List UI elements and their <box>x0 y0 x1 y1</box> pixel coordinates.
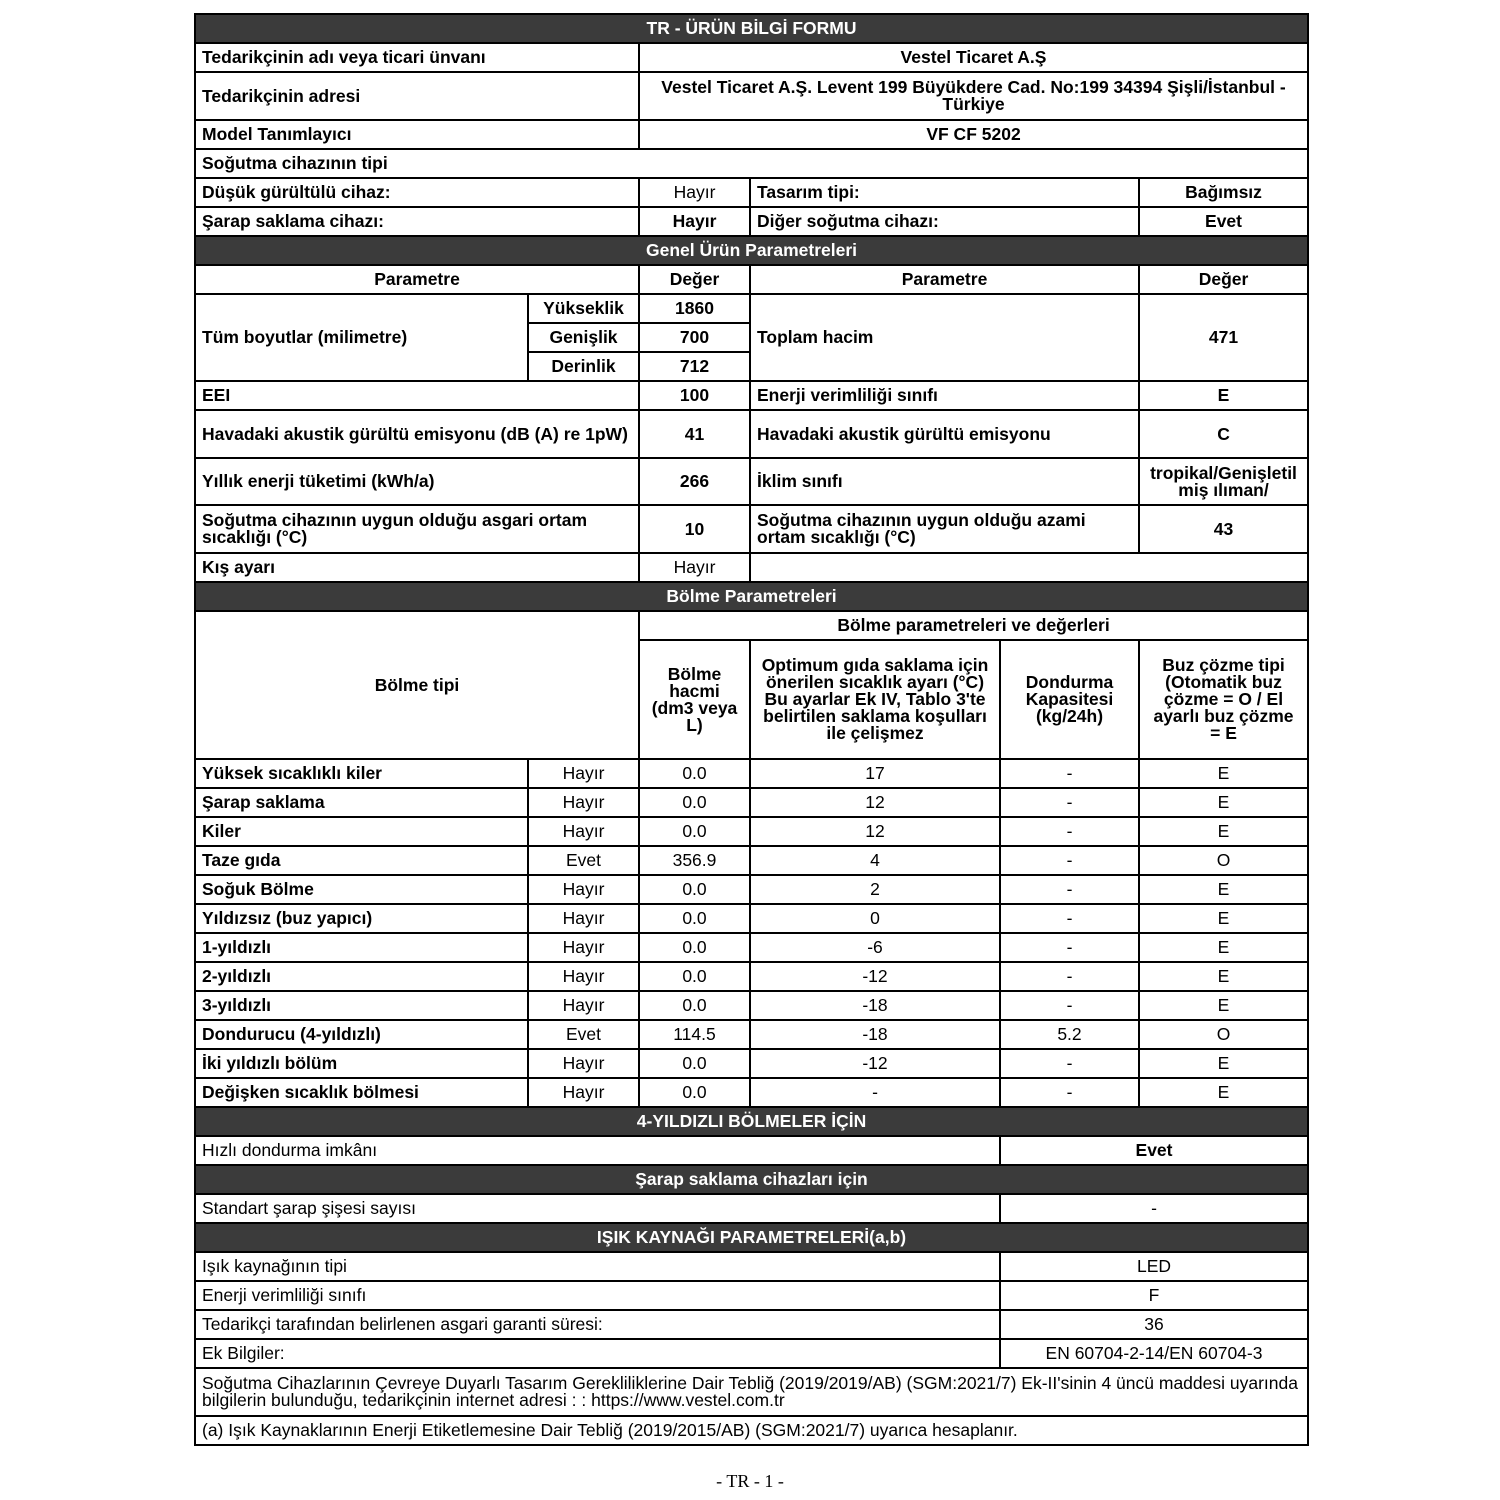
noise-class-value: C <box>1139 410 1308 458</box>
energy-class-label: Enerji verimliliği sınıfı <box>750 381 1139 410</box>
defrost-header: Buz çözme tipi (Otomatik buz çözme = O / El ayarlı buz çözme = E <box>1139 640 1308 759</box>
wine-device-label: Şarap saklama cihazı: <box>195 207 639 236</box>
compartment-temp: -18 <box>750 1020 1000 1049</box>
compartment-row <box>195 991 1308 1020</box>
wine-device-value: Hayır <box>639 207 750 236</box>
compartment-name: Yüksek sıcaklıklı kiler <box>195 759 528 788</box>
compartment-present: Evet <box>528 1020 639 1049</box>
section-wine: Şarap saklama cihazları için <box>195 1165 1308 1194</box>
model-value: VF CF 5202 <box>639 120 1308 149</box>
light-class-label: Enerji verimliliği sınıfı <box>195 1281 1000 1310</box>
extra-info-label: Ek Bilgiler: <box>195 1339 1000 1368</box>
compartment-volume: 0.0 <box>639 875 750 904</box>
compartment-present: Hayır <box>528 933 639 962</box>
compartment-present: Hayır <box>528 788 639 817</box>
annual-energy-value: 266 <box>639 458 750 505</box>
energy-class-value: E <box>1139 381 1308 410</box>
winter-value: Hayır <box>639 553 750 582</box>
warranty-label: Tedarikçi tarafından belirlenen asgari garanti süresi: <box>195 1310 1000 1339</box>
low-noise-label: Düşük gürültülü cihaz: <box>195 178 639 207</box>
device-type-label: Soğutma cihazının tipi <box>195 149 1308 178</box>
compartment-freeze: - <box>1000 846 1139 875</box>
compartment-row <box>195 1020 1308 1049</box>
wine-bottles-label: Standart şarap şişesi sayısı <box>195 1194 1000 1223</box>
compartment-present: Hayır <box>528 875 639 904</box>
light-class-value: F <box>1000 1281 1308 1310</box>
compartment-name: Yıldızsız (buz yapıcı) <box>195 904 528 933</box>
compartment-volume: 0.0 <box>639 933 750 962</box>
other-device-value: Evet <box>1139 207 1308 236</box>
compartment-temp: -12 <box>750 962 1000 991</box>
compartment-volume: 0.0 <box>639 962 750 991</box>
compartment-row <box>195 1078 1308 1107</box>
climate-value: tropikal/Genişletilmiş ılıman/ <box>1139 458 1308 505</box>
compartment-name: Taze gıda <box>195 846 528 875</box>
temp-header: Optimum gıda saklama için önerilen sıcaklık ayarı (°C) Bu ayarlar Ek IV, Tablo 3'te belirtilen saklama koşulları ile çelişmez <box>750 640 1000 759</box>
footnote-a: (a) Işık Kaynaklarının Enerji Etiketlemesine Dair Tebliğ (2019/2015/AB) (SGM:2021/7) uyarıca hesaplanır. <box>195 1416 1308 1445</box>
compartment-name: Şarap saklama <box>195 788 528 817</box>
compartment-defrost: E <box>1139 759 1308 788</box>
total-volume-label: Toplam hacim <box>750 294 1139 381</box>
depth-value: 712 <box>639 352 750 381</box>
compartment-defrost: E <box>1139 1078 1308 1107</box>
dimensions-label: Tüm boyutlar (milimetre) <box>195 294 528 381</box>
compartment-temp: -18 <box>750 991 1000 1020</box>
compartment-name: Dondurucu (4-yıldızlı) <box>195 1020 528 1049</box>
compartment-name: 1-yıldızlı <box>195 933 528 962</box>
compartment-type-header: Bölme tipi <box>195 611 639 759</box>
wine-bottles-value: - <box>1000 1194 1308 1223</box>
compartment-row <box>195 759 1308 788</box>
section-general: Genel Ürün Parametreleri <box>195 236 1308 265</box>
compartment-defrost: E <box>1139 1049 1308 1078</box>
compartment-defrost: E <box>1139 788 1308 817</box>
compartment-freeze: - <box>1000 962 1139 991</box>
light-type-label: Işık kaynağının tipi <box>195 1252 1000 1281</box>
compartment-defrost: E <box>1139 991 1308 1020</box>
freeze-header: Dondurma Kapasitesi (kg/24h) <box>1000 640 1139 759</box>
compartment-freeze: - <box>1000 991 1139 1020</box>
compartment-temp: 0 <box>750 904 1000 933</box>
supplier-address-label: Tedarikçinin adresi <box>195 72 639 120</box>
total-volume-value: 471 <box>1139 294 1308 381</box>
annual-energy-label: Yıllık enerji tüketimi (kWh/a) <box>195 458 639 505</box>
compartment-present: Hayır <box>528 962 639 991</box>
compartment-present: Hayır <box>528 991 639 1020</box>
noise-class-label: Havadaki akustik gürültü emisyonu <box>750 410 1139 458</box>
value-header-left: Değer <box>639 265 750 294</box>
compartment-volume: 0.0 <box>639 991 750 1020</box>
section-compartments: Bölme Parametreleri <box>195 582 1308 611</box>
compartment-present: Hayır <box>528 1049 639 1078</box>
max-temp-label: Soğutma cihazının uygun olduğu azami ortam sıcaklığı (°C) <box>750 505 1139 553</box>
max-temp-value: 43 <box>1139 505 1308 553</box>
model-label: Model Tanımlayıcı <box>195 120 639 149</box>
fast-freeze-value: Evet <box>1000 1136 1308 1165</box>
design-type-value: Bağımsız <box>1139 178 1308 207</box>
compartment-defrost: E <box>1139 875 1308 904</box>
compartment-defrost: O <box>1139 846 1308 875</box>
section-light: IŞIK KAYNAĞI PARAMETRELERİ(a,b) <box>195 1223 1308 1252</box>
compartment-volume: 114.5 <box>639 1020 750 1049</box>
min-temp-value: 10 <box>639 505 750 553</box>
compartment-temp: 2 <box>750 875 1000 904</box>
depth-label: Derinlik <box>528 352 639 381</box>
compartment-temp: -6 <box>750 933 1000 962</box>
compartment-volume: 0.0 <box>639 1049 750 1078</box>
compartment-freeze: - <box>1000 817 1139 846</box>
compartment-defrost: E <box>1139 817 1308 846</box>
supplier-name-value: Vestel Ticaret A.Ş <box>639 43 1308 72</box>
light-type-value: LED <box>1000 1252 1308 1281</box>
extra-info-value: EN 60704-2-14/EN 60704-3 <box>1000 1339 1308 1368</box>
compartment-freeze: 5.2 <box>1000 1020 1139 1049</box>
eei-value: 100 <box>639 381 750 410</box>
compartment-freeze: - <box>1000 1049 1139 1078</box>
fast-freeze-label: Hızlı dondurma imkânı <box>195 1136 1000 1165</box>
compartment-present: Hayır <box>528 1078 639 1107</box>
compartment-row <box>195 846 1308 875</box>
compartment-freeze: - <box>1000 1078 1139 1107</box>
compartment-params-header: Bölme parametreleri ve değerleri <box>639 611 1308 640</box>
compartment-temp: 12 <box>750 788 1000 817</box>
compartment-freeze: - <box>1000 875 1139 904</box>
compartment-row <box>195 933 1308 962</box>
design-type-label: Tasarım tipi: <box>750 178 1139 207</box>
other-device-label: Diğer soğutma cihazı: <box>750 207 1139 236</box>
supplier-address-value: Vestel Ticaret A.Ş. Levent 199 Büyükdere Cad. No:199 34394 Şişli/İstanbul - Türkiye <box>639 72 1308 120</box>
compartment-temp: 17 <box>750 759 1000 788</box>
noise-db-value: 41 <box>639 410 750 458</box>
compartment-defrost: O <box>1139 1020 1308 1049</box>
compartment-freeze: - <box>1000 759 1139 788</box>
compartment-row <box>195 817 1308 846</box>
param-header-right: Parametre <box>750 265 1139 294</box>
regulation-note: Soğutma Cihazlarının Çevreye Duyarlı Tasarım Gerekliliklerine Dair Tebliğ (2019/2019/AB) (SGM:2021/7) Ek-II'sinin 4 üncü maddesi uyarında bilgilerin bulunduğu, tedarikçinin internet adresi : : https://www.vestel.com.tr <box>195 1368 1308 1416</box>
compartment-row <box>195 788 1308 817</box>
compartment-present: Hayır <box>528 817 639 846</box>
compartment-defrost: E <box>1139 933 1308 962</box>
compartment-volume: 0.0 <box>639 817 750 846</box>
page-number: - TR - 1 - <box>716 1471 784 1491</box>
empty-cell <box>750 553 1308 582</box>
compartment-name: Soğuk Bölme <box>195 875 528 904</box>
compartment-volume: 0.0 <box>639 1078 750 1107</box>
compartment-temp: 12 <box>750 817 1000 846</box>
supplier-name-label: Tedarikçinin adı veya ticari ünvanı <box>195 43 639 72</box>
compartment-name: İki yıldızlı bölüm <box>195 1049 528 1078</box>
height-value: 1860 <box>639 294 750 323</box>
height-label: Yükseklik <box>528 294 639 323</box>
low-noise-value: Hayır <box>639 178 750 207</box>
compartment-row <box>195 962 1308 991</box>
compartment-freeze: - <box>1000 933 1139 962</box>
volume-header: Bölme hacmi (dm3 veya L) <box>639 640 750 759</box>
compartment-name: Kiler <box>195 817 528 846</box>
compartment-volume: 0.0 <box>639 904 750 933</box>
compartment-freeze: - <box>1000 788 1139 817</box>
width-value: 700 <box>639 323 750 352</box>
section-four-star: 4-YILDIZLI BÖLMELER İÇİN <box>195 1107 1308 1136</box>
compartment-volume: 0.0 <box>639 759 750 788</box>
eei-label: EEI <box>195 381 639 410</box>
warranty-value: 36 <box>1000 1310 1308 1339</box>
winter-label: Kış ayarı <box>195 553 639 582</box>
min-temp-label: Soğutma cihazının uygun olduğu asgari ortam sıcaklığı (°C) <box>195 505 639 553</box>
compartment-temp: 4 <box>750 846 1000 875</box>
compartment-defrost: E <box>1139 904 1308 933</box>
product-info-table <box>194 13 1309 1446</box>
compartment-temp: - <box>750 1078 1000 1107</box>
param-header-left: Parametre <box>195 265 639 294</box>
compartment-volume: 0.0 <box>639 788 750 817</box>
compartment-row <box>195 904 1308 933</box>
compartment-row <box>195 875 1308 904</box>
compartment-name: Değişken sıcaklık bölmesi <box>195 1078 528 1107</box>
climate-label: İklim sınıfı <box>750 458 1139 505</box>
form-title: TR - ÜRÜN BİLGİ FORMU <box>195 14 1308 43</box>
compartment-present: Hayır <box>528 904 639 933</box>
compartment-row <box>195 1049 1308 1078</box>
compartment-present: Hayır <box>528 759 639 788</box>
compartment-temp: -12 <box>750 1049 1000 1078</box>
compartment-defrost: E <box>1139 962 1308 991</box>
compartment-name: 3-yıldızlı <box>195 991 528 1020</box>
compartment-name: 2-yıldızlı <box>195 962 528 991</box>
compartment-volume: 356.9 <box>639 846 750 875</box>
compartment-freeze: - <box>1000 904 1139 933</box>
width-label: Genişlik <box>528 323 639 352</box>
noise-db-label: Havadaki akustik gürültü emisyonu (dB (A) re 1pW) <box>195 410 639 458</box>
value-header-right: Değer <box>1139 265 1308 294</box>
compartment-present: Evet <box>528 846 639 875</box>
